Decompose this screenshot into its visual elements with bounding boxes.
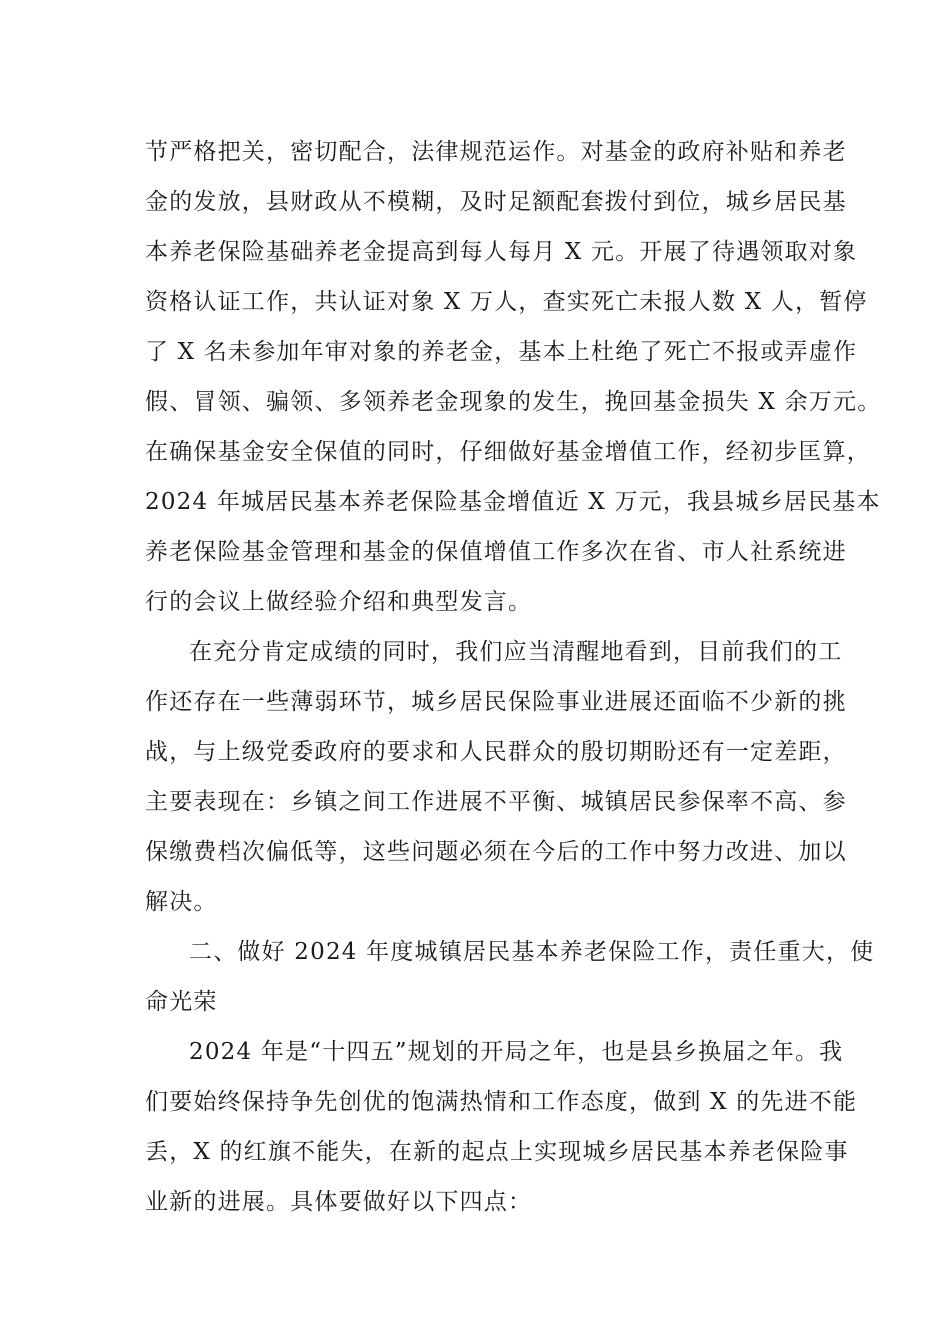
paragraph-1-line-9: 养老保险基金管理和基金的保值增值工作多次在省、市人社系统进 <box>145 539 847 565</box>
paragraph-1-line-4: 资格认证工作，共认证对象 X 万人，查实死亡未报人数 X 人，暂停 <box>145 289 868 315</box>
section-heading-line-1: 二、做好 2024 年度城镇居民基本养老保险工作，责任重大，使 <box>189 939 875 965</box>
paragraph-4-line-1: 2024 年是“十四五”规划的开局之年，也是县乡换届之年。我 <box>189 1039 844 1065</box>
paragraph-4-line-2: 们要始终保持争先创优的饱满热情和工作态度，做到 X 的先进不能 <box>145 1089 858 1115</box>
paragraph-2-line-4: 主要表现在：乡镇之间工作进展不平衡、城镇居民参保率不高、参 <box>145 789 847 815</box>
paragraph-2-line-5: 保缴费档次偏低等，这些问题必须在今后的工作中努力改进、加以 <box>145 839 847 865</box>
section-heading-line-2: 命光荣 <box>145 989 218 1015</box>
paragraph-1-line-6: 假、冒领、骗领、多领养老金现象的发生，挽回基金损失 X 余万元。 <box>145 389 882 415</box>
paragraph-1-line-7: 在确保基金安全保值的同时，仔细做好基金增值工作，经初步匡算， <box>145 439 871 465</box>
paragraph-1-line-2: 金的发放，县财政从不模糊，及时足额配套拨付到位，城乡居民基 <box>145 189 847 215</box>
paragraph-2-line-3: 战，与上级党委政府的要求和人民群众的殷切期盼还有一定差距， <box>145 739 847 765</box>
paragraph-2-line-2: 作还存在一些薄弱环节，城乡居民保险事业进展还面临不少新的挑 <box>145 689 847 715</box>
paragraph-1-line-1: 节严格把关，密切配合，法律规范运作。对基金的政府补贴和养老 <box>145 139 847 165</box>
paragraph-4-line-3: 丢，X 的红旗不能失，在新的起点上实现城乡居民基本养老保险事 <box>145 1139 849 1165</box>
paragraph-1-line-3: 本养老保险基础养老金提高到每人每月 X 元。开展了待遇领取对象 <box>145 239 858 265</box>
paragraph-1-line-8: 2024 年城居民基本养老保险基金增值近 X 万元，我县城乡居民基本 <box>145 489 881 515</box>
paragraph-1-line-5: 了 X 名未参加年审对象的养老金，基本上杜绝了死亡不报或弄虚作 <box>145 339 858 365</box>
paragraph-2-line-1: 在充分肯定成绩的同时，我们应当清醒地看到，目前我们的工 <box>189 639 843 665</box>
paragraph-1-line-10: 行的会议上做经验介绍和典型发言。 <box>145 589 533 615</box>
paragraph-4-line-4: 业新的进展。具体要做好以下四点： <box>145 1189 533 1215</box>
paragraph-2-line-6: 解决。 <box>145 889 218 915</box>
